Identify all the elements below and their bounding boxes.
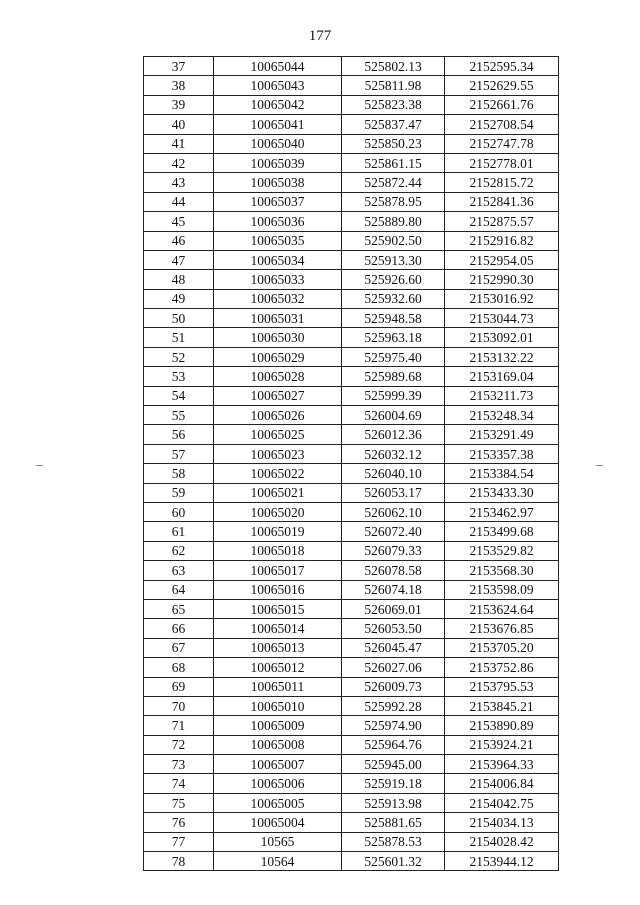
row-number-cell: 51 xyxy=(144,328,214,347)
x-coordinate-cell: 526027.06 xyxy=(342,658,445,677)
point-id-cell: 10065008 xyxy=(214,735,342,754)
margin-mark-right xyxy=(596,465,603,466)
x-coordinate-cell: 525948.58 xyxy=(342,309,445,328)
point-id-cell: 10065033 xyxy=(214,270,342,289)
x-coordinate-cell: 525878.95 xyxy=(342,192,445,211)
y-coordinate-cell: 2153752.86 xyxy=(445,658,559,677)
table-row xyxy=(144,580,559,599)
y-coordinate-cell: 2152661.76 xyxy=(445,95,559,114)
table-row xyxy=(144,774,559,793)
x-coordinate-cell: 526032.12 xyxy=(342,444,445,463)
row-number-cell: 65 xyxy=(144,599,214,618)
table-row xyxy=(144,406,559,425)
y-coordinate-cell: 2153568.30 xyxy=(445,561,559,580)
x-coordinate-cell: 525963.18 xyxy=(342,328,445,347)
y-coordinate-cell: 2153384.54 xyxy=(445,464,559,483)
x-coordinate-cell: 525902.50 xyxy=(342,231,445,250)
row-number-cell: 50 xyxy=(144,309,214,328)
x-coordinate-cell: 525837.47 xyxy=(342,115,445,134)
page-number: 177 xyxy=(308,28,332,44)
y-coordinate-cell: 2153676.85 xyxy=(445,619,559,638)
row-number-cell: 58 xyxy=(144,464,214,483)
y-coordinate-cell: 2152595.34 xyxy=(445,57,559,76)
point-id-cell: 10065030 xyxy=(214,328,342,347)
y-coordinate-cell: 2153016.92 xyxy=(445,289,559,308)
y-coordinate-cell: 2153499.68 xyxy=(445,522,559,541)
table-row xyxy=(144,561,559,580)
point-id-cell: 10065029 xyxy=(214,347,342,366)
y-coordinate-cell: 2153795.53 xyxy=(445,677,559,696)
y-coordinate-cell: 2152954.05 xyxy=(445,250,559,269)
row-number-cell: 70 xyxy=(144,696,214,715)
table-row xyxy=(144,677,559,696)
x-coordinate-cell: 526072.40 xyxy=(342,522,445,541)
row-number-cell: 69 xyxy=(144,677,214,696)
coordinates-table-container xyxy=(143,56,559,871)
point-id-cell: 10065021 xyxy=(214,483,342,502)
table-row xyxy=(144,502,559,521)
y-coordinate-cell: 2152815.72 xyxy=(445,173,559,192)
point-id-cell: 10065032 xyxy=(214,289,342,308)
table-row xyxy=(144,328,559,347)
row-number-cell: 56 xyxy=(144,425,214,444)
x-coordinate-cell: 525850.23 xyxy=(342,134,445,153)
row-number-cell: 49 xyxy=(144,289,214,308)
row-number-cell: 66 xyxy=(144,619,214,638)
row-number-cell: 61 xyxy=(144,522,214,541)
coordinates-table xyxy=(143,56,559,871)
table-row xyxy=(144,813,559,832)
table-row xyxy=(144,716,559,735)
y-coordinate-cell: 2152708.54 xyxy=(445,115,559,134)
row-number-cell: 68 xyxy=(144,658,214,677)
row-number-cell: 57 xyxy=(144,444,214,463)
table-row xyxy=(144,522,559,541)
point-id-cell: 10065009 xyxy=(214,716,342,735)
y-coordinate-cell: 2153132.22 xyxy=(445,347,559,366)
table-row xyxy=(144,425,559,444)
y-coordinate-cell: 2153433.30 xyxy=(445,483,559,502)
point-id-cell: 10065025 xyxy=(214,425,342,444)
y-coordinate-cell: 2152990.30 xyxy=(445,270,559,289)
row-number-cell: 39 xyxy=(144,95,214,114)
row-number-cell: 62 xyxy=(144,541,214,560)
table-row xyxy=(144,250,559,269)
table-row xyxy=(144,793,559,812)
x-coordinate-cell: 526045.47 xyxy=(342,638,445,657)
x-coordinate-cell: 525913.98 xyxy=(342,793,445,812)
y-coordinate-cell: 2153211.73 xyxy=(445,386,559,405)
row-number-cell: 73 xyxy=(144,755,214,774)
table-row xyxy=(144,638,559,657)
table-row xyxy=(144,347,559,366)
point-id-cell: 10065041 xyxy=(214,115,342,134)
point-id-cell: 10065026 xyxy=(214,406,342,425)
point-id-cell: 10065023 xyxy=(214,444,342,463)
row-number-cell: 67 xyxy=(144,638,214,657)
x-coordinate-cell: 525823.38 xyxy=(342,95,445,114)
x-coordinate-cell: 526078.58 xyxy=(342,561,445,580)
x-coordinate-cell: 526062.10 xyxy=(342,502,445,521)
table-row xyxy=(144,367,559,386)
x-coordinate-cell: 525878.53 xyxy=(342,832,445,851)
table-row xyxy=(144,57,559,76)
table-row xyxy=(144,134,559,153)
row-number-cell: 64 xyxy=(144,580,214,599)
table-row xyxy=(144,173,559,192)
row-number-cell: 41 xyxy=(144,134,214,153)
point-id-cell: 10065028 xyxy=(214,367,342,386)
table-row xyxy=(144,95,559,114)
table-row xyxy=(144,735,559,754)
table-row xyxy=(144,832,559,851)
y-coordinate-cell: 2152916.82 xyxy=(445,231,559,250)
row-number-cell: 74 xyxy=(144,774,214,793)
row-number-cell: 38 xyxy=(144,76,214,95)
x-coordinate-cell: 526012.36 xyxy=(342,425,445,444)
y-coordinate-cell: 2154034.13 xyxy=(445,813,559,832)
x-coordinate-cell: 525992.28 xyxy=(342,696,445,715)
point-id-cell: 10065044 xyxy=(214,57,342,76)
x-coordinate-cell: 525975.40 xyxy=(342,347,445,366)
y-coordinate-cell: 2153705.20 xyxy=(445,638,559,657)
row-number-cell: 45 xyxy=(144,212,214,231)
point-id-cell: 10065034 xyxy=(214,250,342,269)
point-id-cell: 10065037 xyxy=(214,192,342,211)
point-id-cell: 10065043 xyxy=(214,76,342,95)
x-coordinate-cell: 525913.30 xyxy=(342,250,445,269)
table-row xyxy=(144,231,559,250)
row-number-cell: 42 xyxy=(144,153,214,172)
x-coordinate-cell: 526009.73 xyxy=(342,677,445,696)
point-id-cell: 10065018 xyxy=(214,541,342,560)
row-number-cell: 40 xyxy=(144,115,214,134)
y-coordinate-cell: 2153964.33 xyxy=(445,755,559,774)
y-coordinate-cell: 2153044.73 xyxy=(445,309,559,328)
y-coordinate-cell: 2152747.78 xyxy=(445,134,559,153)
x-coordinate-cell: 525989.68 xyxy=(342,367,445,386)
x-coordinate-cell: 525889.80 xyxy=(342,212,445,231)
x-coordinate-cell: 525601.32 xyxy=(342,852,445,871)
table-row xyxy=(144,464,559,483)
x-coordinate-cell: 525802.13 xyxy=(342,57,445,76)
table-row xyxy=(144,212,559,231)
y-coordinate-cell: 2154042.75 xyxy=(445,793,559,812)
x-coordinate-cell: 526053.50 xyxy=(342,619,445,638)
point-id-cell: 10065016 xyxy=(214,580,342,599)
row-number-cell: 72 xyxy=(144,735,214,754)
row-number-cell: 55 xyxy=(144,406,214,425)
row-number-cell: 53 xyxy=(144,367,214,386)
y-coordinate-cell: 2153890.89 xyxy=(445,716,559,735)
point-id-cell: 10065020 xyxy=(214,502,342,521)
point-id-cell: 10065014 xyxy=(214,619,342,638)
table-row xyxy=(144,270,559,289)
point-id-cell: 10065019 xyxy=(214,522,342,541)
row-number-cell: 63 xyxy=(144,561,214,580)
point-id-cell: 10065031 xyxy=(214,309,342,328)
table-body xyxy=(144,57,559,871)
row-number-cell: 44 xyxy=(144,192,214,211)
table-row xyxy=(144,153,559,172)
point-id-cell: 10065042 xyxy=(214,95,342,114)
table-row xyxy=(144,115,559,134)
x-coordinate-cell: 525964.76 xyxy=(342,735,445,754)
x-coordinate-cell: 525919.18 xyxy=(342,774,445,793)
table-row xyxy=(144,483,559,502)
point-id-cell: 10065040 xyxy=(214,134,342,153)
row-number-cell: 46 xyxy=(144,231,214,250)
y-coordinate-cell: 2154028.42 xyxy=(445,832,559,851)
point-id-cell: 10065017 xyxy=(214,561,342,580)
y-coordinate-cell: 2153598.09 xyxy=(445,580,559,599)
y-coordinate-cell: 2153924.21 xyxy=(445,735,559,754)
y-coordinate-cell: 2152629.55 xyxy=(445,76,559,95)
table-row xyxy=(144,386,559,405)
point-id-cell: 10065004 xyxy=(214,813,342,832)
table-row xyxy=(144,696,559,715)
y-coordinate-cell: 2152875.57 xyxy=(445,212,559,231)
table-row xyxy=(144,599,559,618)
y-coordinate-cell: 2153357.38 xyxy=(445,444,559,463)
point-id-cell: 10065035 xyxy=(214,231,342,250)
point-id-cell: 10065036 xyxy=(214,212,342,231)
table-row xyxy=(144,658,559,677)
point-id-cell: 10065010 xyxy=(214,696,342,715)
x-coordinate-cell: 526079.33 xyxy=(342,541,445,560)
row-number-cell: 78 xyxy=(144,852,214,871)
y-coordinate-cell: 2153944.12 xyxy=(445,852,559,871)
x-coordinate-cell: 525926.60 xyxy=(342,270,445,289)
row-number-cell: 52 xyxy=(144,347,214,366)
point-id-cell: 10065005 xyxy=(214,793,342,812)
point-id-cell: 10565 xyxy=(214,832,342,851)
row-number-cell: 71 xyxy=(144,716,214,735)
point-id-cell: 10065013 xyxy=(214,638,342,657)
y-coordinate-cell: 2152841.36 xyxy=(445,192,559,211)
table-row xyxy=(144,619,559,638)
row-number-cell: 76 xyxy=(144,813,214,832)
table-row xyxy=(144,76,559,95)
row-number-cell: 37 xyxy=(144,57,214,76)
table-row xyxy=(144,444,559,463)
y-coordinate-cell: 2153248.34 xyxy=(445,406,559,425)
margin-mark-left xyxy=(36,465,43,466)
x-coordinate-cell: 525872.44 xyxy=(342,173,445,192)
row-number-cell: 54 xyxy=(144,386,214,405)
point-id-cell: 10564 xyxy=(214,852,342,871)
x-coordinate-cell: 525861.15 xyxy=(342,153,445,172)
point-id-cell: 10065027 xyxy=(214,386,342,405)
row-number-cell: 59 xyxy=(144,483,214,502)
table-row xyxy=(144,289,559,308)
x-coordinate-cell: 526053.17 xyxy=(342,483,445,502)
x-coordinate-cell: 525945.00 xyxy=(342,755,445,774)
point-id-cell: 10065022 xyxy=(214,464,342,483)
y-coordinate-cell: 2152778.01 xyxy=(445,153,559,172)
x-coordinate-cell: 526004.69 xyxy=(342,406,445,425)
x-coordinate-cell: 525881.65 xyxy=(342,813,445,832)
point-id-cell: 10065012 xyxy=(214,658,342,677)
point-id-cell: 10065007 xyxy=(214,755,342,774)
x-coordinate-cell: 526040.10 xyxy=(342,464,445,483)
x-coordinate-cell: 526069.01 xyxy=(342,599,445,618)
x-coordinate-cell: 525974.90 xyxy=(342,716,445,735)
y-coordinate-cell: 2153845.21 xyxy=(445,696,559,715)
row-number-cell: 43 xyxy=(144,173,214,192)
x-coordinate-cell: 525811.98 xyxy=(342,76,445,95)
table-row xyxy=(144,309,559,328)
x-coordinate-cell: 526074.18 xyxy=(342,580,445,599)
y-coordinate-cell: 2153624.64 xyxy=(445,599,559,618)
point-id-cell: 10065039 xyxy=(214,153,342,172)
table-row xyxy=(144,541,559,560)
point-id-cell: 10065015 xyxy=(214,599,342,618)
y-coordinate-cell: 2153291.49 xyxy=(445,425,559,444)
row-number-cell: 75 xyxy=(144,793,214,812)
row-number-cell: 47 xyxy=(144,250,214,269)
table-row xyxy=(144,755,559,774)
y-coordinate-cell: 2153529.82 xyxy=(445,541,559,560)
row-number-cell: 77 xyxy=(144,832,214,851)
y-coordinate-cell: 2153462.97 xyxy=(445,502,559,521)
row-number-cell: 60 xyxy=(144,502,214,521)
y-coordinate-cell: 2154006.84 xyxy=(445,774,559,793)
y-coordinate-cell: 2153169.04 xyxy=(445,367,559,386)
y-coordinate-cell: 2153092.01 xyxy=(445,328,559,347)
table-row xyxy=(144,852,559,871)
x-coordinate-cell: 525932.60 xyxy=(342,289,445,308)
point-id-cell: 10065011 xyxy=(214,677,342,696)
x-coordinate-cell: 525999.39 xyxy=(342,386,445,405)
point-id-cell: 10065006 xyxy=(214,774,342,793)
point-id-cell: 10065038 xyxy=(214,173,342,192)
row-number-cell: 48 xyxy=(144,270,214,289)
table-row xyxy=(144,192,559,211)
